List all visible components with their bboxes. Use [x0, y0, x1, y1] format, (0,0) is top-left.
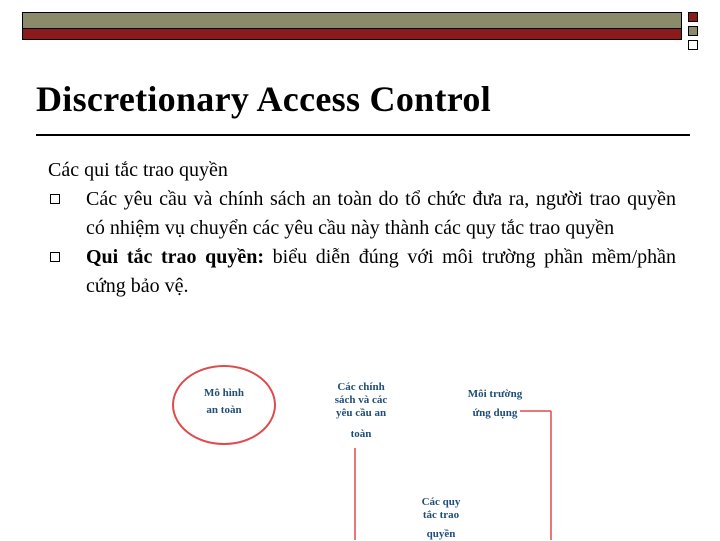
corner-square-red: [688, 12, 698, 22]
bullet-text: biểu diễn đúng với môi trường phần mềm/phần cứng bảo vệ.: [86, 246, 677, 297]
section-heading: Các qui tắc trao quyền: [48, 159, 228, 181]
model-label-line: an toàn: [206, 404, 242, 416]
rules-label-line: tắc trao: [422, 509, 460, 521]
bullet-bold-term: Qui tắc trao quyền:: [86, 246, 265, 268]
rules-label: [404, 496, 478, 541]
policy-label-line: yêu cầu an: [335, 407, 387, 419]
header-band-red: [22, 28, 682, 40]
model-label-line: Mô hình: [203, 387, 245, 399]
bullet-text: Các yêu cầu và chính sách an toàn do tổ chức đưa ra, người trao quyền có nhiệm vụ chuyển các yêu cầu này thành các quy tắc trao quyền: [86, 188, 676, 239]
title-divider: [36, 134, 690, 136]
bullet-item: [48, 243, 676, 301]
environment-label: [452, 388, 538, 420]
rules-label-line: quyền: [426, 528, 456, 540]
environment-label-line: Môi trường: [467, 388, 523, 400]
environment-label-line: ứng dụng: [472, 407, 518, 419]
square-bullet-icon: [50, 252, 60, 262]
corner-square-white: [688, 40, 698, 50]
corner-decoration: [688, 12, 710, 54]
model-ellipse: [172, 365, 276, 445]
corner-square-olive: [688, 26, 698, 36]
policy-label-line: sách và các: [334, 394, 388, 406]
slide-content: [48, 156, 676, 301]
slide-title: Discretionary Access Control: [36, 79, 491, 119]
policy-label-line: Các chính: [337, 381, 385, 393]
model-label: [180, 387, 268, 417]
policy-label: [318, 381, 404, 441]
policy-label-line: toàn: [350, 428, 372, 440]
rules-label-line: Các quy: [421, 496, 461, 508]
square-bullet-icon: [50, 194, 60, 204]
bullet-item: [48, 185, 676, 243]
